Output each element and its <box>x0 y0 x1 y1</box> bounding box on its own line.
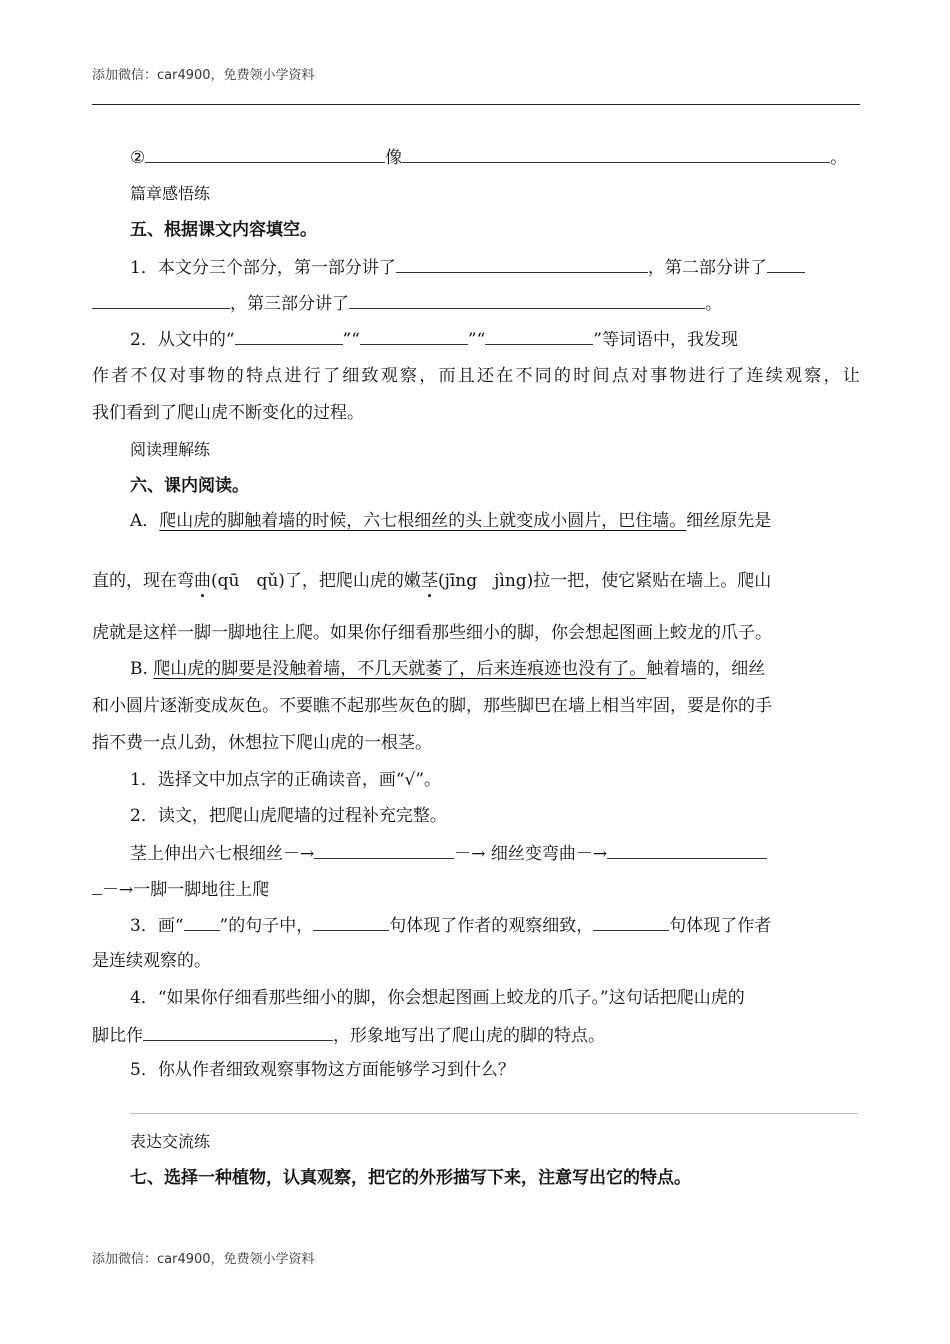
passage-a-line-1 <box>92 509 860 533</box>
q6-sub-3-cont: 是连续观察的。 <box>92 951 211 971</box>
period: 。 <box>830 148 848 168</box>
quote-marks: ”“ <box>342 330 360 350</box>
answer-blank[interactable] <box>92 876 102 895</box>
question-6-title: 六、课内阅读。 <box>130 476 249 496</box>
answer-blank[interactable] <box>145 144 385 163</box>
q5-sentence-2 <box>92 326 860 352</box>
quote-marks: ”“ <box>467 330 486 350</box>
underline-sample <box>184 912 220 931</box>
q5-sentence-1 <box>92 254 860 280</box>
q6-sub-1: 1．选择文中加点字的正确读音，画“√”。 <box>130 770 442 790</box>
q5-s1-text: 1．本文分三个部分，第一部分讲了 <box>130 258 396 278</box>
question-5-title: 五、根据课文内容填空。 <box>130 220 317 240</box>
answer-blank[interactable] <box>313 912 389 931</box>
passage-text: (qū qǔ)了，把爬山虎的嫩 <box>211 571 421 591</box>
passage-text: 触着墙的，细丝 <box>646 659 766 679</box>
q6-sub-2: 2．读文，把爬山虎爬墙的过程补充完整。 <box>130 806 447 826</box>
circled-number: ② <box>130 148 146 168</box>
q5-sentence-1-cont <box>92 290 860 316</box>
underlined-sentence: 爬山虎的脚触着墙的时候，六七根细丝的头上就变成小圆片，巴住墙。 <box>159 511 687 531</box>
section-heading-reading: 阅读理解练 <box>130 440 211 459</box>
flow-step: 茎上伸出六七根细丝 <box>130 844 283 864</box>
q5-s1-text: ，第三部分讲了 <box>230 294 349 314</box>
flow-step: 一脚一脚地往上爬 <box>133 880 270 900</box>
passage-a-line-3: 虎就是这样一脚一脚地往上爬。如果你仔细看那些细小的脚，你会想起图画上蛟龙的爪子。 <box>92 623 772 643</box>
q5-s2-line-2: 作 者 不 仅 对 事 物 的 特 点 进 行 了 细 致 观 察 ， 而 且 还 在 不 同 的 时 间 点 对 事 物 进 行 了 连 续 观 察 ， 让 <box>92 366 860 386</box>
header-divider <box>92 104 860 105</box>
growth-flow-line-2 <box>92 876 860 902</box>
arrow-icon: －→ <box>283 844 315 864</box>
q6-s3-text: 3．画“ <box>130 916 184 936</box>
passage-b-line-2: 和小圆片逐渐变成灰色。不要瞧不起那些灰色的脚，那些脚巴在墙上相当牢固，要是你的手 <box>92 696 772 716</box>
answer-blank[interactable] <box>349 290 705 309</box>
q6-sub-4-cont <box>92 1022 860 1048</box>
q6-s3-text: 句体现了作者的观察细致， <box>389 916 594 936</box>
answer-line[interactable] <box>130 1113 858 1114</box>
passage-text: 细丝原先是 <box>686 511 772 531</box>
question-7-title: 七、选择一种植物，认真观察，把它的外形描写下来，注意写出它的特点。 <box>130 1168 691 1188</box>
q6-sub-3 <box>92 912 860 938</box>
answer-blank[interactable] <box>402 144 830 163</box>
answer-blank[interactable] <box>485 326 593 345</box>
like-word: 像 <box>385 148 403 168</box>
passage-label: A． <box>130 511 160 531</box>
answer-blank[interactable] <box>396 254 648 273</box>
passage-a-line-2 <box>92 569 860 593</box>
q6-s3-text: ”的句子中， <box>219 916 314 936</box>
flow-step: 细丝变弯曲 <box>490 844 576 864</box>
answer-blank[interactable] <box>593 912 669 931</box>
answer-blank[interactable] <box>607 840 767 859</box>
answer-blank[interactable] <box>235 326 343 345</box>
section-heading-express: 表达交流练 <box>130 1132 211 1151</box>
growth-flow-line <box>92 840 860 866</box>
q6-s4-text: ，形象地写出了爬山虎的脚的特点。 <box>333 1026 605 1046</box>
dotted-character: 茎 <box>420 571 438 591</box>
answer-blank[interactable] <box>92 290 230 309</box>
passage-label: B. <box>130 659 148 679</box>
item-2-line <box>92 144 860 170</box>
arrow-icon: －→ <box>102 880 134 900</box>
answer-blank[interactable] <box>767 254 805 273</box>
passage-text: (jīng jìng)拉一把，使它紧贴在墙上。爬山 <box>437 571 772 591</box>
q5-s2-line-3: 我们看到了爬山虎不断变化的过程。 <box>92 403 364 423</box>
dotted-character: 曲 <box>194 571 211 591</box>
answer-blank[interactable] <box>314 840 454 859</box>
q5-s2-text: ”等词语中，我发现 <box>593 330 738 350</box>
q6-s3-text: 句体现了作者 <box>669 916 772 936</box>
q6-sub-5: 5．你从作者细致观察事物这方面能够学习到什么？ <box>130 1060 515 1080</box>
q5-s1-text: ，第二部分讲了 <box>647 258 767 278</box>
arrow-icon: －→ <box>454 844 486 864</box>
q6-s4-text: 脚比作 <box>92 1026 143 1046</box>
page-header-text: 添加微信：car4900，免费领小学资料 <box>92 68 315 83</box>
q5-s2-text: 2．从文中的“ <box>130 330 235 350</box>
passage-b-line-3: 指不费一点儿劲，休想拉下爬山虎的一根茎。 <box>92 733 432 753</box>
section-heading-chapter: 篇章感悟练 <box>130 184 211 203</box>
passage-text: 直的，现在弯 <box>92 571 194 591</box>
page-footer-text: 添加微信：car4900，免费领小学资料 <box>92 1252 315 1267</box>
period: 。 <box>705 294 722 314</box>
answer-blank[interactable] <box>143 1022 333 1041</box>
underlined-sentence: 爬山虎的脚要是没触着墙，不几天就萎了，后来连痕迹也没有了。 <box>153 659 647 679</box>
arrow-icon: －→ <box>575 844 608 864</box>
passage-b-line-1 <box>92 657 860 681</box>
q6-sub-4: 4．“如果你仔细看那些细小的脚，你会想起图画上蛟龙的爪子。”这句话把爬山虎的 <box>130 988 745 1008</box>
answer-blank[interactable] <box>360 326 468 345</box>
